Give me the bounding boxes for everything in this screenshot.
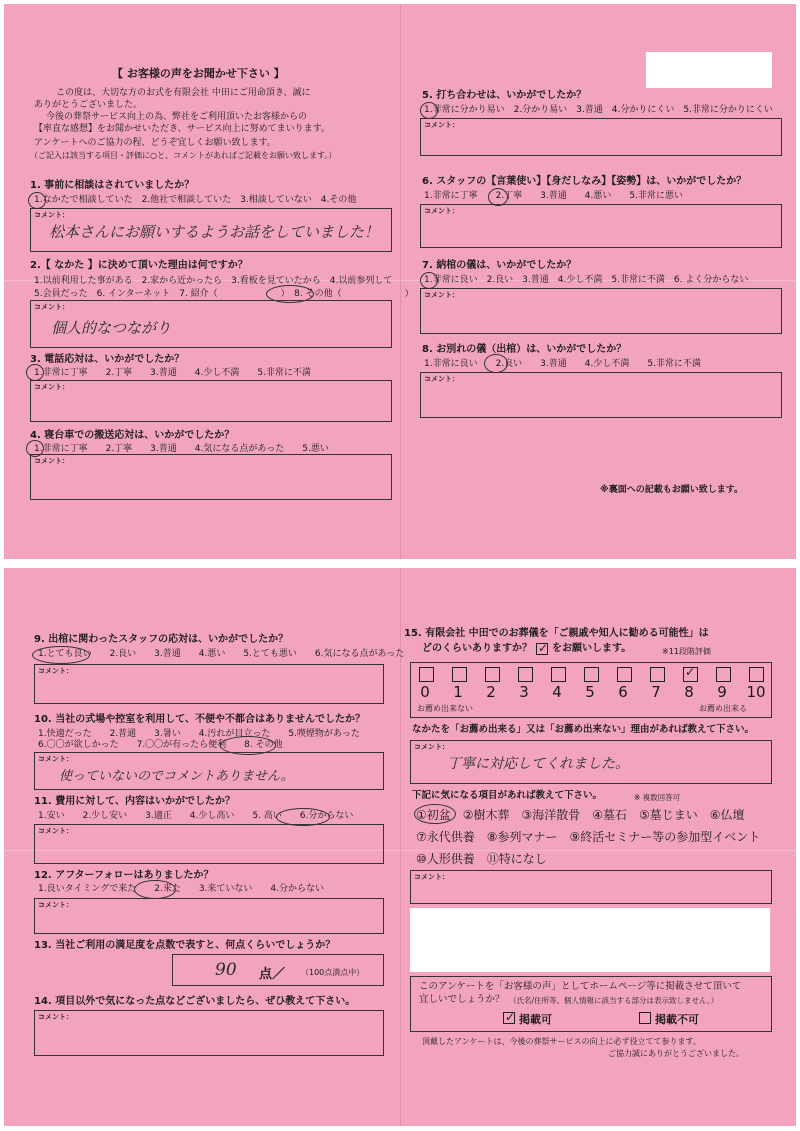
scale-checkbox-8[interactable] (683, 667, 698, 682)
improve-comment-box[interactable] (410, 870, 772, 904)
intro-line: この度は、大切な方のお式を有限会社 中田にご用命頂き、誠に (56, 88, 311, 98)
q9-title: 9. 出棺に関わったスタッフの応対は、いかがでしたか？ (34, 634, 289, 645)
q4-title: 4. 寝台車での搬送応対は、いかがでしたか？ (30, 430, 235, 441)
publish-yes-label: 掲載可 (519, 1013, 552, 1026)
q12-title: 12. アフターフォローはありましたか？ (34, 870, 214, 881)
survey-sheet-front (4, 4, 796, 559)
q5-comment-box[interactable] (420, 118, 782, 156)
q5-options: 1.非常に分かり易い 2.分かり易い 3.普通 4.分かりにくい 5.非常に分かりにくい (424, 105, 773, 115)
q7-comment-box[interactable] (420, 288, 782, 334)
publish-note: （氏名/住所等、個人情報に該当する部分は表示致しません。） (509, 996, 719, 1005)
scale-label: 7 (651, 683, 661, 701)
publish-question: このアンケートを「お客様の声」としてホームページ等に掲載させて頂いて (419, 981, 742, 992)
survey-header: 【 お客様の声をお聞かせ下さい 】 (112, 67, 285, 80)
scale-checkbox-7[interactable] (650, 667, 665, 682)
publish-question: 宜しいでしょうか？ (419, 994, 505, 1005)
q9-comment-box[interactable] (34, 664, 384, 704)
scale-checkbox-3[interactable] (518, 667, 533, 682)
scale-label: 0 (420, 683, 430, 701)
scale-checkbox-1[interactable] (452, 667, 467, 682)
q15-reason: 丁寧に対応してくれました。 (447, 756, 629, 772)
q2-title: 2.【 なかた 】に決めて頂いた理由は何ですか？ (30, 260, 248, 271)
q15-title: 15. 有限会社 中田でのお葬儀を「ご親戚や知人に勧める可能性」は (404, 628, 709, 639)
q4-options: 1.非常に丁寧 2.丁寧 3.普通 4.気になる点があった 5.悪い (34, 444, 329, 454)
comment-label: コメント： (34, 303, 69, 311)
q14-comment-box[interactable] (34, 1010, 384, 1056)
answer-circle (26, 364, 44, 381)
q6-comment-box[interactable] (420, 204, 782, 248)
comment-label: コメント： (424, 291, 459, 299)
comment-label: コメント： (414, 743, 449, 751)
q7-options: 1.非常に良い 2.良い 3.普通 4.少し不満 5.非常に不満 6. よく分からない (424, 275, 749, 285)
scale-label: 4 (552, 683, 562, 701)
scale-label: 8 (684, 683, 694, 701)
comment-label: コメント： (38, 827, 73, 835)
q15-reason-question: なかたを「お薦め出来る」又は「お薦め出来ない」理由があれば教えて下さい。 (412, 724, 755, 735)
q12-comment-box[interactable] (34, 898, 384, 934)
q1-title: 1. 事前に相談はされていましたか？ (30, 180, 195, 191)
q14-title: 14. 項目以外で気になった点などございましたら、ぜひ教えて下さい。 (34, 996, 356, 1007)
answer-circle (420, 272, 438, 289)
q6-options: 1.非常に丁寧 2.丁寧 3.普通 4.悪い 5.非常に悪い (424, 191, 683, 201)
scale-checkbox-4[interactable] (551, 667, 566, 682)
publish-box (410, 976, 772, 1032)
improve-options: ⑩人形供養 ⑪特になし (416, 852, 547, 866)
q1-comment-box[interactable] (30, 208, 392, 252)
comment-label: コメント： (424, 121, 459, 129)
scale-checkbox-6[interactable] (617, 667, 632, 682)
survey-sheet-back (4, 568, 796, 1126)
answer-circle (420, 102, 438, 119)
scale-checkbox-2[interactable] (485, 667, 500, 682)
comment-label: コメント： (38, 667, 73, 675)
intro-line: 今後の葬祭サービス向上の為、弊社をご利用頂いたお客様からの (46, 112, 308, 122)
comment-label: コメント： (38, 755, 73, 763)
q13-max-note: （100点満点中） (301, 968, 365, 977)
q15-title: をお願いします。 (552, 643, 632, 654)
comment-label: コメント： (424, 207, 459, 215)
intro-line: ありがとうございました。 (34, 100, 143, 110)
back-note: ※裏面への記載もお願い致します。 (600, 485, 744, 495)
scale-label: 9 (717, 683, 727, 701)
q3-title: 3. 電話応対は、いかがでしたか？ (30, 354, 185, 365)
comment-label: コメント： (414, 873, 449, 881)
comment-label: コメント： (38, 1013, 73, 1021)
q8-options: 1.非常に良い 2.良い 3.普通 4.少し不満 5.非常に不満 (424, 359, 701, 369)
answer-circle (484, 354, 508, 373)
q13-title: 13. 当社ご利用の満足度を点数で表すと、何点くらいでしょうか？ (34, 940, 336, 951)
q5-title: 5. 打ち合わせは、いかがでしたか？ (422, 90, 587, 101)
improve-options: ①初盆 ②樹木葬 ③海洋散骨 ④墓石 ⑤墓じまい ⑥仏壇 (416, 808, 745, 822)
improve-note: ※ 複数回答可 (634, 793, 681, 802)
scale-label: 10 (746, 683, 766, 701)
q10-title: 10. 当社の式場や控室を利用して、不便や不都合はありませんでしたか？ (34, 714, 365, 725)
q4-comment-box[interactable] (30, 454, 392, 500)
q11-comment-box[interactable] (34, 824, 384, 864)
q1-options: 1.なかたで相談していた 2.他社で相談していた 3.相談していない 4.その他 (34, 195, 357, 205)
answer-circle (28, 192, 46, 209)
comment-label: コメント： (34, 383, 69, 391)
thanks-line: 頂戴したアンケートは、今後の葬祭サービスの向上に必ず役立てて参ります。 (422, 1037, 701, 1046)
q12-options: 1.良いタイミングで来た 2.来た 3.来ていない 4.分からない (38, 884, 324, 894)
scale-low-label: お薦め出来ない (417, 704, 473, 713)
check-mark-icon (536, 643, 548, 655)
q7-title: 7. 納棺の儀は、いかがでしたか？ (422, 260, 577, 271)
q11-title: 11. 費用に対して、内容はいかがでしたか？ (34, 796, 235, 807)
fold-line (400, 4, 401, 559)
q10-comment-box[interactable] (34, 752, 384, 790)
q3-options: 1.非常に丁寧 2.丁寧 3.普通 4.少し不満 5.非常に不満 (34, 368, 311, 378)
improve-title: 下記に気になる項目があれば教えて下さい。 (412, 790, 603, 801)
scale-checkbox-9[interactable] (716, 667, 731, 682)
answer-circle (414, 804, 456, 824)
scale-label: 6 (618, 683, 628, 701)
publish-no-checkbox[interactable] (639, 1012, 651, 1024)
q10-comment: 使っていないのでコメントありません。 (59, 769, 294, 784)
q10-options: 6.〇〇が欲しかった 7.〇〇が有ったら便利 8. その他 (38, 740, 283, 750)
q2-comment-box[interactable] (30, 300, 392, 348)
scale-label: 1 (453, 683, 463, 701)
comment-label: コメント： (34, 211, 69, 219)
scale-checkbox-5[interactable] (584, 667, 599, 682)
q15-reason-box[interactable] (410, 740, 772, 784)
q13-score-box[interactable] (172, 954, 384, 986)
redaction-block (410, 908, 770, 972)
intro-line: 【率直な感想】をお聞かせいただき、サービス向上に努めてまいります。 (34, 124, 330, 134)
q11-options: 1.安い 2.少し安い 3.適正 4.少し高い 5. 高い 6.分からない (38, 811, 354, 821)
q8-title: 8. お別れの儀（出棺）は、いかがでしたか？ (422, 344, 627, 355)
scale-label: 3 (519, 683, 529, 701)
redaction-block (646, 52, 772, 88)
publish-no-label: 掲載不可 (655, 1013, 699, 1026)
comment-label: コメント： (424, 375, 459, 383)
answer-circle (32, 646, 90, 664)
q2-comment: 個人的なつながり (51, 319, 172, 337)
q13-score: 90 (215, 960, 237, 980)
improve-options: ⑦永代供養 ⑧参列マナー ⑨終活セミナー等の参加型イベント (416, 830, 761, 844)
scale-checkbox-0[interactable] (419, 667, 434, 682)
q2-options: 5.会員だった 6. インターネット 7. 紹介（ ） 8. その他（ ） (34, 289, 414, 299)
intro-line: アンケートへのご協力の程、どうぞ宜しくお願い致します。 (34, 138, 276, 148)
q15-scale-note: ※11段階評価 (662, 647, 711, 656)
q3-comment-box[interactable] (30, 380, 392, 422)
q2-options: 1.以前利用した事がある 2.家から近かったら 3.看板を見ていたから 4.以前参列して (34, 276, 393, 286)
thanks-line: ご協力誠にありがとうございました。 (608, 1049, 744, 1058)
scale-high-label: お薦め出来る (699, 704, 747, 713)
q15-title: どのくらいありますか？ (422, 643, 532, 654)
q1-comment: 松本さんにお願いするようお話をしていました！ (49, 223, 380, 241)
scale-checkbox-10[interactable] (749, 667, 764, 682)
q9-options: 1.とても良い 2.良い 3.普通 4.悪い 5.とても悪い 6.気になる点があった (38, 649, 405, 659)
comment-label: コメント： (34, 457, 69, 465)
q10-options: 1.快適だった 2.普通 3.暑い 4.汚れが目立った 5.喫煙物があった (38, 729, 360, 739)
publish-yes-checkbox[interactable] (503, 1012, 515, 1024)
q6-title: 6. スタッフの【言葉使い】【身だしなみ】【姿勢】は、いかがでしたか？ (422, 176, 747, 187)
q13-unit: 点／ (259, 967, 286, 982)
q15-scale-box (410, 662, 772, 718)
scale-label: 5 (585, 683, 595, 701)
intro-line: （ご記入は該当する項目・評価に○と、コメントがあればご記載をお願い致します。） (30, 151, 337, 160)
answer-circle (134, 880, 176, 899)
comment-label: コメント： (38, 901, 73, 909)
q8-comment-box[interactable] (420, 372, 782, 418)
scale-label: 2 (486, 683, 496, 701)
